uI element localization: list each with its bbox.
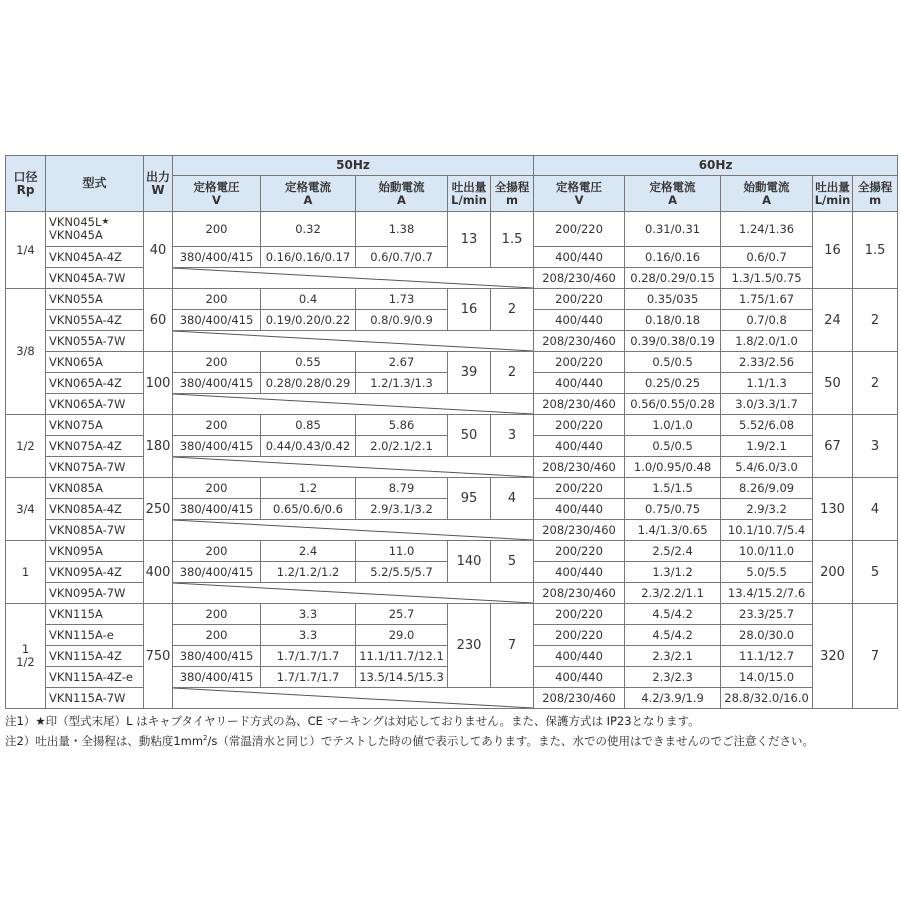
- current-60hz: 4.5/4.2: [625, 625, 721, 646]
- head-50hz: 1.5: [491, 212, 534, 268]
- current-50hz: 0.32: [261, 212, 356, 247]
- diagonal-line: [173, 394, 533, 414]
- star-mark: ★: [101, 217, 110, 227]
- start-current-50hz: 13.5/14.5/15.3: [356, 667, 448, 688]
- start-current-60hz: 1.1/1.3: [721, 373, 813, 394]
- power-cell: 400: [144, 541, 173, 604]
- diagonal-line: [173, 520, 533, 540]
- model-name: VKN115A-e: [46, 625, 144, 646]
- voltage-50hz: 380/400/415: [173, 646, 261, 667]
- start-current-50hz: 0.8/0.9/0.9: [356, 310, 448, 331]
- power-cell: 60: [144, 289, 173, 352]
- table-row: [6, 604, 898, 625]
- start-current-50hz: 1.38: [356, 212, 448, 247]
- header-head-50hz: 全揚程 m: [491, 176, 534, 212]
- flow-60hz: 50: [813, 352, 853, 415]
- start-current-60hz: 8.26/9.09: [721, 478, 813, 499]
- current-50hz: 3.3: [261, 604, 356, 625]
- voltage-60hz: 400/440: [534, 310, 625, 331]
- model-name: VKN095A-7W: [46, 583, 144, 604]
- current-50hz: 1.2: [261, 478, 356, 499]
- model-name: VKN115A: [46, 604, 144, 625]
- table-row: [6, 331, 898, 352]
- not-applicable-50hz: [173, 331, 534, 352]
- current-60hz: 2.3/2.2/1.1: [625, 583, 721, 604]
- head-60hz: 2: [853, 289, 898, 352]
- power-cell: 40: [144, 212, 173, 289]
- flow-60hz: 320: [813, 604, 853, 709]
- flow-50hz: 230: [448, 604, 491, 688]
- flow-50hz: 13: [448, 212, 491, 268]
- flow-60hz: 200: [813, 541, 853, 604]
- current-50hz: 1.7/1.7/1.7: [261, 646, 356, 667]
- diagonal-line: [173, 331, 533, 351]
- table-row: [6, 394, 898, 415]
- start-current-50hz: 2.67: [356, 352, 448, 373]
- model-name: VKN045L★ VKN045A: [46, 212, 144, 247]
- not-applicable-50hz: [173, 520, 534, 541]
- diagonal-line: [173, 583, 533, 603]
- voltage-60hz: 200/220: [534, 289, 625, 310]
- current-60hz: 1.5/1.5: [625, 478, 721, 499]
- start-current-60hz: 1.24/1.36: [721, 212, 813, 247]
- voltage-60hz: 200/220: [534, 352, 625, 373]
- start-current-50hz: 2.9/3.1/3.2: [356, 499, 448, 520]
- start-current-50hz: 25.7: [356, 604, 448, 625]
- note-2: 注2）吐出量・全揚程は、動粘度$1mm^2/s$（常温清水と同じ）でテストした時の値で表示してあります。また、水での使用はできませんのでご注意ください。: [5, 733, 814, 748]
- start-current-60hz: 1.3/1.5/0.75: [721, 268, 813, 289]
- flow-50hz: 16: [448, 289, 491, 331]
- bore-cell: 3/4: [6, 478, 46, 541]
- voltage-50hz: 380/400/415: [173, 310, 261, 331]
- current-60hz: 1.0/0.95/0.48: [625, 457, 721, 478]
- voltage-50hz: 200: [173, 212, 261, 247]
- current-60hz: 0.25/0.25: [625, 373, 721, 394]
- voltage-60hz: 400/440: [534, 667, 625, 688]
- table-row: [6, 212, 898, 247]
- current-60hz: 0.5/0.5: [625, 352, 721, 373]
- not-applicable-50hz: [173, 457, 534, 478]
- start-current-60hz: 2.33/2.56: [721, 352, 813, 373]
- start-current-60hz: 23.3/25.7: [721, 604, 813, 625]
- header-start-current-50hz: 始動電流 A: [356, 176, 448, 212]
- not-applicable-50hz: [173, 583, 534, 604]
- model-name: VKN075A: [46, 415, 144, 436]
- voltage-50hz: 200: [173, 541, 261, 562]
- flow-50hz: 39: [448, 352, 491, 394]
- voltage-60hz: 200/220: [534, 625, 625, 646]
- current-60hz: 1.3/1.2: [625, 562, 721, 583]
- model-name: VKN085A-7W: [46, 520, 144, 541]
- voltage-60hz: 400/440: [534, 373, 625, 394]
- head-60hz: 1.5: [853, 212, 898, 289]
- header-current-60hz: 定格電流 A: [625, 176, 721, 212]
- current-50hz: 0.55: [261, 352, 356, 373]
- voltage-60hz: 208/230/460: [534, 583, 625, 604]
- current-60hz: 0.75/0.75: [625, 499, 721, 520]
- table-row: [6, 478, 898, 499]
- head-60hz: 4: [853, 478, 898, 541]
- current-60hz: 0.31/0.31: [625, 212, 721, 247]
- start-current-60hz: 11.1/12.7: [721, 646, 813, 667]
- current-50hz: 3.3: [261, 625, 356, 646]
- power-cell: 750: [144, 604, 173, 709]
- start-current-60hz: 1.75/1.67: [721, 289, 813, 310]
- start-current-50hz: 1.73: [356, 289, 448, 310]
- flow-60hz: 16: [813, 212, 853, 289]
- current-60hz: 2.3/2.1: [625, 646, 721, 667]
- current-60hz: 0.56/0.55/0.28: [625, 394, 721, 415]
- table-row: [6, 268, 898, 289]
- head-60hz: 2: [853, 352, 898, 415]
- flow-50hz: 50: [448, 415, 491, 457]
- table-row: [6, 541, 898, 562]
- voltage-50hz: 380/400/415: [173, 247, 261, 268]
- start-current-60hz: 28.8/32.0/16.0: [721, 688, 813, 709]
- model-name: VKN055A: [46, 289, 144, 310]
- current-50hz: 1.2/1.2/1.2: [261, 562, 356, 583]
- head-60hz: 3: [853, 415, 898, 478]
- start-current-50hz: 1.2/1.3/1.3: [356, 373, 448, 394]
- head-50hz: 5: [491, 541, 534, 583]
- header-model: 型式: [46, 156, 144, 212]
- bore-cell: 1 1/2: [6, 604, 46, 709]
- voltage-60hz: 400/440: [534, 247, 625, 268]
- model-name: VKN095A: [46, 541, 144, 562]
- voltage-60hz: 400/440: [534, 562, 625, 583]
- head-60hz: 5: [853, 541, 898, 604]
- current-50hz: 0.28/0.28/0.29: [261, 373, 356, 394]
- head-50hz: 7: [491, 604, 534, 688]
- model-name: VKN065A: [46, 352, 144, 373]
- flow-50hz: 95: [448, 478, 491, 520]
- voltage-60hz: 200/220: [534, 212, 625, 247]
- current-60hz: 0.18/0.18: [625, 310, 721, 331]
- table-row: [6, 688, 898, 709]
- header-head-60hz: 全揚程 m: [853, 176, 898, 212]
- voltage-50hz: 380/400/415: [173, 499, 261, 520]
- model-name: VKN075A-7W: [46, 457, 144, 478]
- voltage-60hz: 208/230/460: [534, 394, 625, 415]
- model-name: VKN115A-7W: [46, 688, 144, 709]
- bore-cell: 1: [6, 541, 46, 604]
- start-current-50hz: 11.0: [356, 541, 448, 562]
- current-60hz: 4.5/4.2: [625, 604, 721, 625]
- start-current-60hz: 0.7/0.8: [721, 310, 813, 331]
- current-60hz: 2.3/2.3: [625, 667, 721, 688]
- current-60hz: 0.39/0.38/0.19: [625, 331, 721, 352]
- model-name: VKN045A-7W: [46, 268, 144, 289]
- start-current-50hz: 5.86: [356, 415, 448, 436]
- start-current-50hz: 11.1/11.7/12.1: [356, 646, 448, 667]
- current-50hz: 1.7/1.7/1.7: [261, 667, 356, 688]
- voltage-50hz: 200: [173, 625, 261, 646]
- start-current-60hz: 0.6/0.7: [721, 247, 813, 268]
- start-current-60hz: 2.9/3.2: [721, 499, 813, 520]
- head-50hz: 2: [491, 352, 534, 394]
- diagonal-line: [173, 688, 533, 708]
- start-current-60hz: 10.1/10.7/5.4: [721, 520, 813, 541]
- voltage-60hz: 200/220: [534, 604, 625, 625]
- voltage-50hz: 200: [173, 289, 261, 310]
- current-60hz: 0.16/0.16: [625, 247, 721, 268]
- voltage-60hz: 400/440: [534, 646, 625, 667]
- start-current-60hz: 1.8/2.0/1.0: [721, 331, 813, 352]
- bore-cell: 1/4: [6, 212, 46, 289]
- table-row: [6, 583, 898, 604]
- current-60hz: 0.28/0.29/0.15: [625, 268, 721, 289]
- start-current-60hz: 13.4/15.2/7.6: [721, 583, 813, 604]
- table-row: [6, 415, 898, 436]
- table-row: [6, 289, 898, 310]
- header-voltage-60hz: 定格電圧 V: [534, 176, 625, 212]
- start-current-60hz: 5.4/6.0/3.0: [721, 457, 813, 478]
- current-50hz: 0.65/0.6/0.6: [261, 499, 356, 520]
- header-current-50hz: 定格電流 A: [261, 176, 356, 212]
- start-current-60hz: 28.0/30.0: [721, 625, 813, 646]
- model-name: VKN115A-4Z-e: [46, 667, 144, 688]
- start-current-60hz: 3.0/3.3/1.7: [721, 394, 813, 415]
- header-start-current-60hz: 始動電流 A: [721, 176, 813, 212]
- current-60hz: 0.5/0.5: [625, 436, 721, 457]
- start-current-50hz: 29.0: [356, 625, 448, 646]
- voltage-50hz: 380/400/415: [173, 436, 261, 457]
- flow-60hz: 67: [813, 415, 853, 478]
- current-60hz: 1.4/1.3/0.65: [625, 520, 721, 541]
- model-name: VKN045A-4Z: [46, 247, 144, 268]
- current-60hz: 1.0/1.0: [625, 415, 721, 436]
- diagonal-line: [173, 457, 533, 477]
- voltage-50hz: 380/400/415: [173, 562, 261, 583]
- bore-cell: 3/8: [6, 289, 46, 415]
- voltage-50hz: 200: [173, 478, 261, 499]
- start-current-60hz: 10.0/11.0: [721, 541, 813, 562]
- model-name: VKN065A-4Z: [46, 373, 144, 394]
- header-60hz: 60Hz: [534, 156, 898, 176]
- voltage-50hz: 200: [173, 604, 261, 625]
- bore-cell: 1/2: [6, 415, 46, 478]
- model-name: VKN095A-4Z: [46, 562, 144, 583]
- voltage-60hz: 208/230/460: [534, 268, 625, 289]
- not-applicable-50hz: [173, 688, 534, 709]
- model-name: VKN085A: [46, 478, 144, 499]
- current-50hz: 0.19/0.20/0.22: [261, 310, 356, 331]
- start-current-50hz: 8.79: [356, 478, 448, 499]
- voltage-60hz: 208/230/460: [534, 331, 625, 352]
- model-name: VKN115A-4Z: [46, 646, 144, 667]
- model-name: VKN085A-4Z: [46, 499, 144, 520]
- voltage-60hz: 200/220: [534, 541, 625, 562]
- model-name: VKN065A-7W: [46, 394, 144, 415]
- current-50hz: 0.85: [261, 415, 356, 436]
- model-name: VKN075A-4Z: [46, 436, 144, 457]
- voltage-50hz: 200: [173, 415, 261, 436]
- model-name: VKN055A-4Z: [46, 310, 144, 331]
- start-current-60hz: 5.52/6.08: [721, 415, 813, 436]
- current-60hz: 4.2/3.9/1.9: [625, 688, 721, 709]
- header-power: 出力 W: [144, 156, 173, 212]
- power-cell: 100: [144, 352, 173, 415]
- voltage-60hz: 400/440: [534, 436, 625, 457]
- header-voltage-50hz: 定格電圧 V: [173, 176, 261, 212]
- header-flow-50hz: 吐出量 L/min: [448, 176, 491, 212]
- flow-50hz: 140: [448, 541, 491, 583]
- current-50hz: 2.4: [261, 541, 356, 562]
- note-1: 注1）★印（型式末尾）L はキャブタイヤリード方式の為、CE マーキングは対応しておりません。また、保護方式は IP23となります。: [5, 714, 700, 728]
- voltage-50hz: 380/400/415: [173, 667, 261, 688]
- diagonal-line: [173, 268, 533, 288]
- head-50hz: 2: [491, 289, 534, 331]
- voltage-60hz: 208/230/460: [534, 688, 625, 709]
- current-50hz: 0.4: [261, 289, 356, 310]
- head-60hz: 7: [853, 604, 898, 709]
- start-current-50hz: 2.0/2.1/2.1: [356, 436, 448, 457]
- head-50hz: 3: [491, 415, 534, 457]
- voltage-60hz: 208/230/460: [534, 520, 625, 541]
- table-row: [6, 457, 898, 478]
- model-name: VKN055A-7W: [46, 331, 144, 352]
- voltage-60hz: 200/220: [534, 415, 625, 436]
- power-cell: 180: [144, 415, 173, 478]
- start-current-50hz: 0.6/0.7/0.7: [356, 247, 448, 268]
- footnotes: [5, 713, 814, 750]
- header-bore: 口径 Rp: [6, 156, 46, 212]
- start-current-50hz: 5.2/5.5/5.7: [356, 562, 448, 583]
- table-row: [6, 520, 898, 541]
- not-applicable-50hz: [173, 394, 534, 415]
- voltage-50hz: 200: [173, 352, 261, 373]
- not-applicable-50hz: [173, 268, 534, 289]
- header-flow-60hz: 吐出量 L/min: [813, 176, 853, 212]
- head-50hz: 4: [491, 478, 534, 520]
- start-current-60hz: 14.0/15.0: [721, 667, 813, 688]
- current-60hz: 2.5/2.4: [625, 541, 721, 562]
- current-50hz: 0.44/0.43/0.42: [261, 436, 356, 457]
- current-50hz: 0.16/0.16/0.17: [261, 247, 356, 268]
- start-current-60hz: 5.0/5.5: [721, 562, 813, 583]
- pump-spec-table: [5, 155, 898, 709]
- header-50hz: 50Hz: [173, 156, 534, 176]
- start-current-60hz: 1.9/2.1: [721, 436, 813, 457]
- voltage-60hz: 208/230/460: [534, 457, 625, 478]
- voltage-60hz: 400/440: [534, 499, 625, 520]
- flow-60hz: 24: [813, 289, 853, 352]
- table-row: [6, 352, 898, 373]
- voltage-50hz: 380/400/415: [173, 373, 261, 394]
- current-60hz: 0.35/035: [625, 289, 721, 310]
- power-cell: 250: [144, 478, 173, 541]
- flow-60hz: 130: [813, 478, 853, 541]
- voltage-60hz: 200/220: [534, 478, 625, 499]
